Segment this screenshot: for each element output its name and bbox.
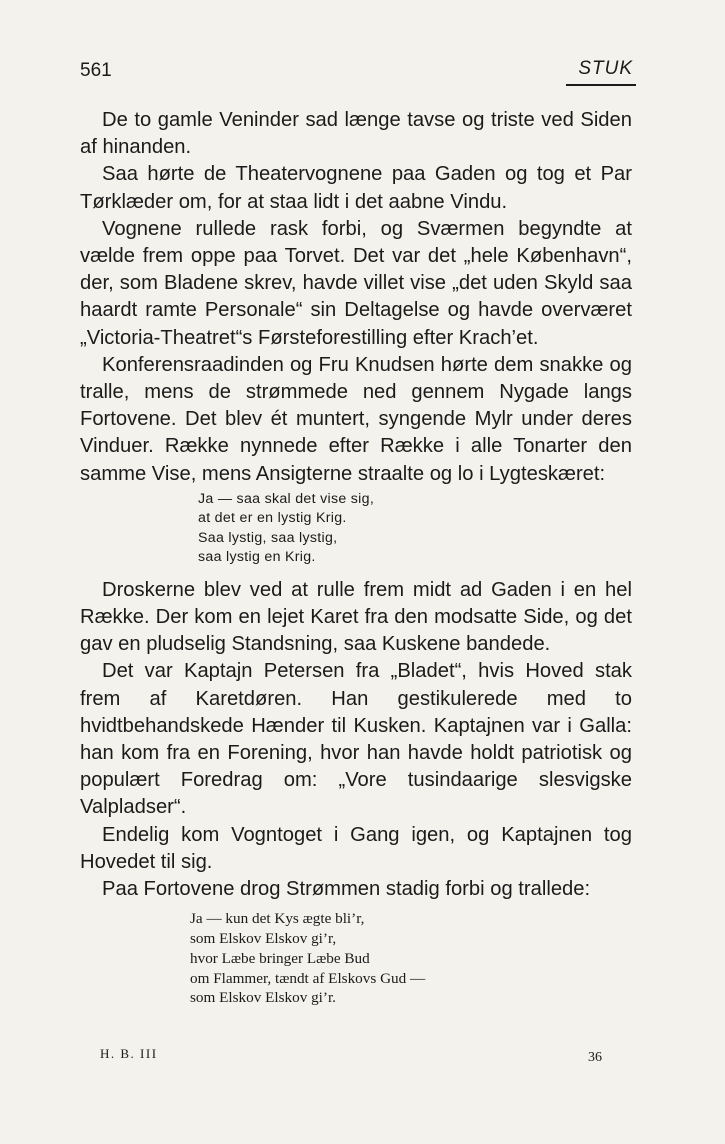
song-verse-2 [190,909,632,1008]
paragraph: De to gamle Veninder sad længe tavse og triste ved Siden af hinanden. [80,109,632,159]
verse-line: Ja — kun det Kys ægte bli’r, [190,910,365,928]
verse-line: som Elskov Elskov gi’r. [190,989,336,1007]
verse-line: at det er en lystig Krig. [198,510,347,527]
verse-line: Saa lystig, saa lystig, [198,529,338,546]
printer-signature: H. B. III [100,1046,158,1061]
page-number: 561 [80,60,112,81]
verse-line: saa lystig en Krig. [198,549,316,566]
running-title: STUK [578,58,633,79]
sheet-number: 36 [588,1050,602,1065]
verse-line: om Flammer, tændt af Elskovs Gud — [190,969,426,987]
paragraph: Saa hørte de Theatervognene paa Gaden og tog et Par Tørklæder om, for at staa lidt i det aabne Vindu. [80,163,632,213]
paragraph: Konferensraadinden og Fru Knudsen hørte dem snakke og tralle, mens de strømmede ned gennem Nygade langs Fortovene. Det blev ét muntert, syngende Mylr under deres Vinduer. Række nynnede efter Række i alle Tonarter den samme Vise, mens Ansigterne straalte og lo i Lygteskæret: [80,353,632,485]
song-verse-1 [198,490,632,568]
paragraph: Paa Fortovene drog Strømmen stadig forbi og trallede: [102,878,591,901]
verse-line: hvor Læbe bringer Læbe Bud [190,949,370,967]
paragraph: Endelig kom Vogntoget i Gang igen, og Kaptajnen tog Hovedet til sig. [80,823,632,873]
paragraph: Vognene rullede rask forbi, og Sværmen begyndte at vælde frem oppe paa Torvet. Det var det „hele København“, der, som Bladene skrev, havde villet vise „det uden Skyld saa haardt ramte Personale“ sin Deltagelse og havde overværet „Victoria-Theatret“s Førsteforestilling efter Krach’et. [80,217,632,349]
verse-line: som Elskov Elskov gi’r, [190,930,337,948]
paragraph: Droskerne blev ved at rulle frem midt ad Gaden i en hel Række. Der kom en lejet Karet fra den modsatte Side, og det gav en pludselig Standsning, saa Kuskene bandede. [80,578,632,656]
paragraph: Det var Kaptajn Petersen fra „Bladet“, hvis Hoved stak frem af Karetdøren. Han gestikulerede med to hvidtbehandskede Hænder til Kusken. Kaptajnen var i Galla: han kom fra en Forening, hvor han havde holdt patriotisk og populært Foredrag om: „Vore tusindaarige slesvigske Valpladser“. [80,660,632,819]
header-rule [566,84,636,86]
body-text [80,107,632,1008]
verse-line: Ja — saa skal det vise sig, [198,490,375,507]
